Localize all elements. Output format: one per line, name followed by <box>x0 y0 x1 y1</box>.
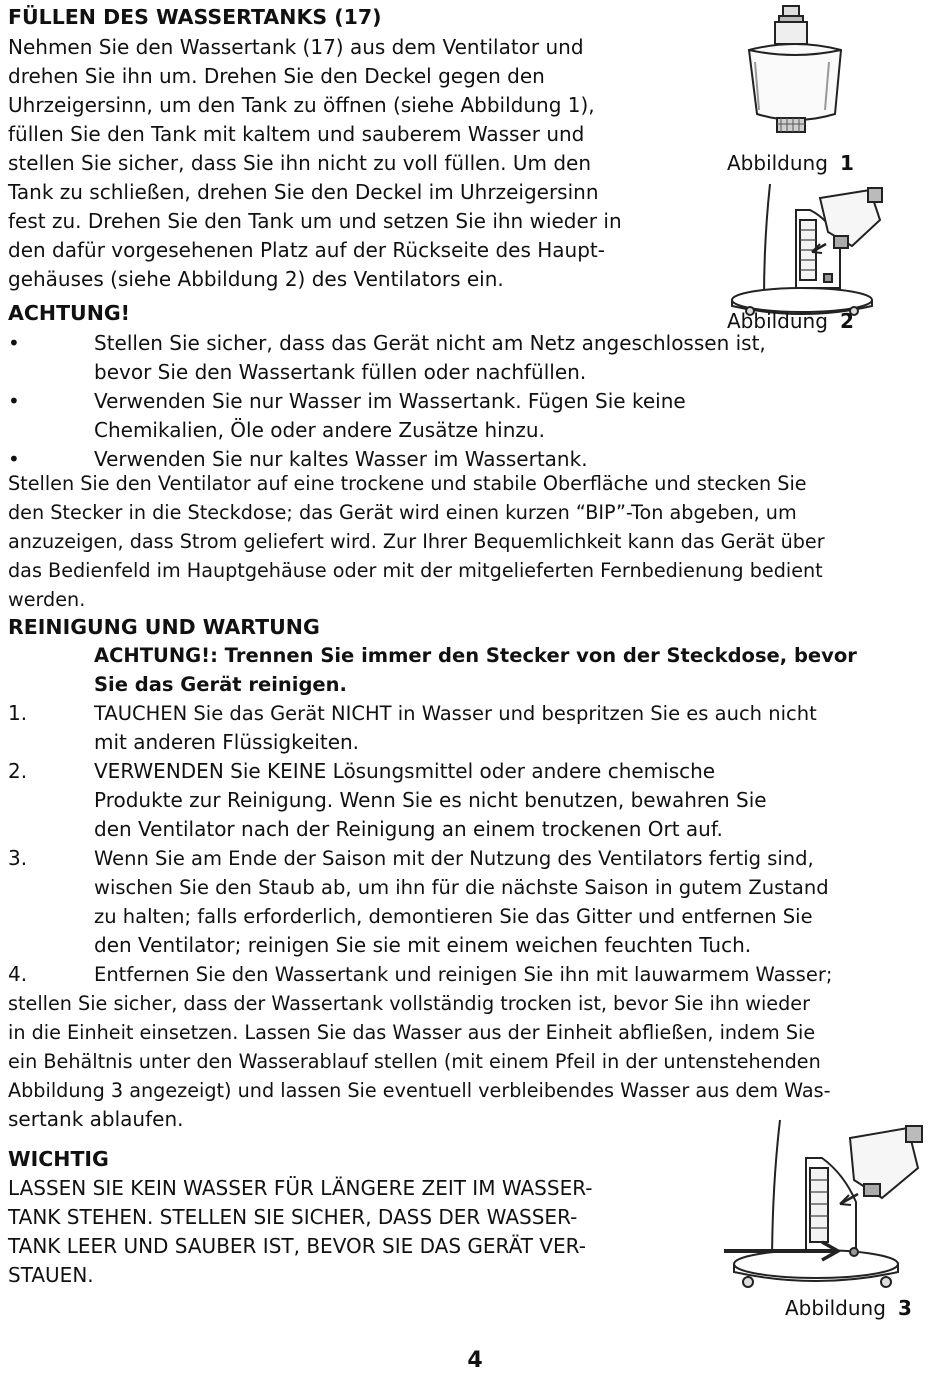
text-line: STAUEN. <box>8 1263 94 1287</box>
text-line: das Bedienfeld im Hauptgehäuse oder mit der mitgelieferten Fernbedienung bedient <box>8 559 823 582</box>
text-line: drehen Sie ihn um. Drehen Sie den Deckel gegen den <box>8 64 545 88</box>
list-item-text: Verwenden Sie nur kaltes Wasser im Wassertank. <box>94 447 588 471</box>
figure-caption-1 <box>727 151 854 175</box>
bullet-glyph: • <box>8 447 20 471</box>
text-line: anzuzeigen, dass Strom geliefert wird. Zur Ihrer Bequemlichkeit kann das Gerät über <box>8 530 825 553</box>
list-item-text: Wenn Sie am Ende der Saison mit der Nutzung des Ventilators fertig sind, <box>94 847 814 870</box>
figure-number: 3 <box>897 1296 912 1320</box>
warning-line: Sie das Gerät reinigen. <box>94 673 347 696</box>
text-line: den Stecker in die Steckdose; das Gerät wird einen kurzen “BIP”-Ton abgeben, um <box>8 501 797 524</box>
text-line: TANK LEER UND SAUBER IST, BEVOR SIE DAS GERÄT VER- <box>8 1234 586 1258</box>
figure-caption-label: Abbildung <box>785 1296 886 1320</box>
text-line: fest zu. Drehen Sie den Tank um und setzen Sie ihn wieder in <box>8 209 622 233</box>
text-line: in die Einheit einsetzen. Lassen Sie das Wasser aus der Einheit abfließen, indem Sie <box>8 1021 816 1044</box>
section-heading-filling: FÜLLEN DES WASSERTANKS (17) <box>8 5 382 29</box>
text-line: Tank zu schließen, drehen Sie den Deckel im Uhrzeigersinn <box>8 180 599 204</box>
page-number: 4 <box>467 1348 483 1373</box>
text-line: Abbildung 3 angezeigt) und lassen Sie eventuell verbleibendes Wasser aus dem Was- <box>8 1079 831 1102</box>
text-line: füllen Sie den Tank mit kaltem und sauberem Wasser und <box>8 122 585 146</box>
list-number: 1. <box>8 701 28 725</box>
list-item-text: zu halten; falls erforderlich, demontieren Sie das Gitter und entfernen Sie <box>94 905 813 928</box>
bullet-glyph: • <box>8 331 20 355</box>
list-item-text: Entfernen Sie den Wassertank und reinigen Sie ihn mit lauwarmem Wasser; <box>94 963 833 986</box>
section-heading-caution: ACHTUNG! <box>8 301 131 325</box>
section-heading-important: WICHTIG <box>8 1147 109 1171</box>
bullet-glyph: • <box>8 389 20 413</box>
list-item-text: mit anderen Flüssigkeiten. <box>94 730 360 754</box>
list-item-text: VERWENDEN Sie KEINE Lösungsmittel oder andere chemische <box>94 759 716 783</box>
text-line: stellen Sie sicher, dass der Wassertank vollständig trocken ist, bevor Sie ihn wieder <box>8 992 810 1015</box>
list-number: 2. <box>8 759 28 783</box>
list-item-text: den Ventilator nach der Reinigung an einem trockenen Ort auf. <box>94 817 723 841</box>
list-item-text: Chemikalien, Öle oder andere Zusätze hinzu. <box>94 418 545 442</box>
text-line: werden. <box>8 588 86 611</box>
list-number: 4. <box>8 962 28 986</box>
text-line: gehäuses (siehe Abbildung 2) des Ventilators ein. <box>8 267 504 291</box>
list-item-text: TAUCHEN Sie das Gerät NICHT in Wasser und bespritzen Sie es auch nicht <box>94 702 817 725</box>
list-item-text: Verwenden Sie nur Wasser im Wassertank. Fügen Sie keine <box>94 389 686 413</box>
warning-line: ACHTUNG!: Trennen Sie immer den Stecker von der Steckdose, bevor <box>94 644 857 667</box>
text-line: LASSEN SIE KEIN WASSER FÜR LÄNGERE ZEIT IM WASSER- <box>8 1176 593 1200</box>
list-item-text: Stellen Sie sicher, dass das Gerät nicht am Netz angeschlossen ist, <box>94 331 766 355</box>
text-line: Uhrzeigersinn, um den Tank zu öffnen (siehe Abbildung 1), <box>8 93 595 117</box>
text-line: Stellen Sie den Ventilator auf eine trockene und stabile Oberfläche und stecken Sie <box>8 472 807 495</box>
fan-base-tank-icon <box>730 180 885 320</box>
figure-caption-label: Abbildung <box>727 151 828 175</box>
fan-drain-arrow-icon <box>722 1118 934 1294</box>
text-line: sertank ablaufen. <box>8 1107 184 1131</box>
list-item-text: bevor Sie den Wassertank füllen oder nachfüllen. <box>94 360 587 384</box>
text-line: den dafür vorgesehenen Platz auf der Rückseite des Haupt- <box>8 238 605 262</box>
text-line: TANK STEHEN. STELLEN SIE SICHER, DASS DER WASSER- <box>8 1205 578 1229</box>
figure-caption-label: Abbildung <box>727 309 828 333</box>
text-line: stellen Sie sicher, dass Sie ihn nicht zu voll füllen. Um den <box>8 151 592 175</box>
list-item-text: Produkte zur Reinigung. Wenn Sie es nicht benutzen, bewahren Sie <box>94 788 767 812</box>
text-line: Nehmen Sie den Wassertank (17) aus dem Ventilator und <box>8 35 584 59</box>
text-line: ein Behältnis unter den Wasserablauf stellen (mit einem Pfeil in der untenstehenden <box>8 1050 821 1073</box>
list-item-text: wischen Sie den Staub ab, um ihn für die nächste Saison in gutem Zustand <box>94 876 829 899</box>
figure-number: 1 <box>839 151 854 175</box>
figure-caption-3 <box>785 1296 912 1320</box>
water-tank-icon <box>745 2 850 144</box>
list-item-text: den Ventilator; reinigen Sie sie mit einem weichen feuchten Tuch. <box>94 933 752 957</box>
figure-number: 2 <box>839 309 854 333</box>
list-number: 3. <box>8 846 28 870</box>
section-heading-cleaning: REINIGUNG UND WARTUNG <box>8 615 320 639</box>
